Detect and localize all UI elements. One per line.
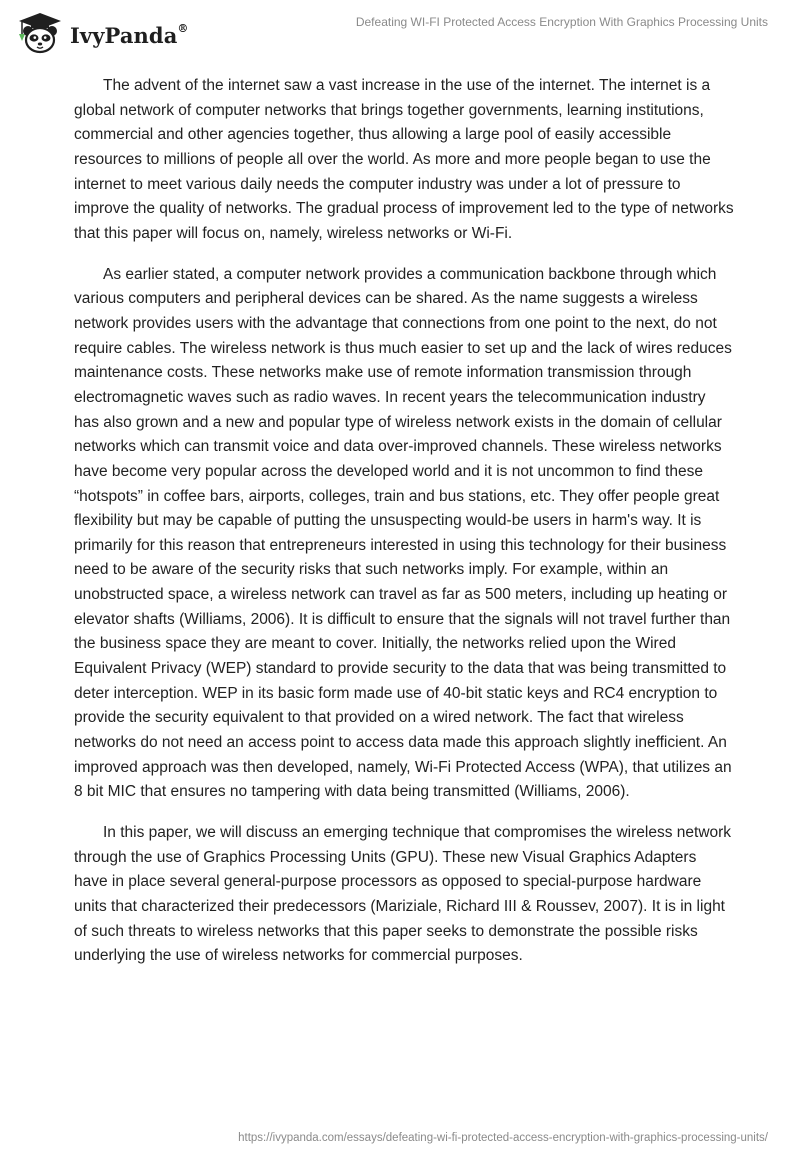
source-url[interactable]: https://ivypanda.com/essays/defeating-wi-fi-protected-access-encryption-with-graphics-processing-units/ (238, 1132, 768, 1144)
page-header (0, 0, 800, 70)
essay-body (74, 74, 734, 985)
paragraph-3: In this paper, we will discuss an emerging technique that compromises the wireless network through the use of Graphics Processing Units (GPU). These new Visual Graphics Adapters have in place several general-purpose processors as opposed to special-purpose hardware units that characterized their predecessors (Mariziale, Richard III & Roussev, 2007). It is in light of such threats to wireless networks that this paper seeks to demonstrate the possible risks underlying the use of wireless networks for commercial purposes. (74, 824, 732, 965)
paragraph-2: As earlier stated, a computer network provides a communication backbone through which various computers and peripheral devices can be shared. As the name suggests a wireless network provides users with the advantage that connections from one point to the next, do not require cables. The wireless network is thus much easier to set up and the lack of wires reduces maintenance costs. These networks make use of remote information transmission through electromagnetic waves such as radio waves. In recent years the telecommunication industry has also grown and a new and popular type of wireless network exists in the domain of cellular networks which can transmit voice and data over-improved channels. These wireless networks have become very popular across the developed world and it is not uncommon to find these “hotspots” in coffee bars, airports, colleges, train and bus stations, etc. They offer people great flexibility but may be capable of putting the unsuspecting would-be users in harm's way. It is primarily for this reason that entrepreneurs interested in using this technology for their business need to be aware of the security risks that such networks imply. For example, within an unobstructed space, a wireless network can travel as far as 500 meters, including up heating or elevator shafts (Williams, 2006). It is difficult to ensure that the signals will not travel further than the business space they are meant to cover. Initially, the networks relied upon the Wired Equivalent Privacy (WEP) standard to provide security to the data that was being transmitted to deter interception. WEP in its basic form made use of 40-bit static keys and RC4 encryption to provide the security equivalent to that provided on a wired network. The fact that wireless networks do not need an access point to access data made this approach slightly inefficient. An improved approach was then developed, namely, Wi-Fi Protected Access (WPA), that utilizes an 8 bit MIC that ensures no tampering with data being transmitted (Williams, 2006). (74, 265, 732, 801)
paragraph-1: The advent of the internet saw a vast increase in the use of the internet. The internet is a global network of computer networks that brings together governments, learning institutions, commercial and other agencies together, thus allowing a large pool of easily accessible resources to millions of people all over the world. As more and more people began to use the internet to meet various daily needs the computer industry was under a lot of pressure to improve the quality of networks. The gradual process of improvement led to the type of networks that this paper will focus on, namely, wireless networks or Wi-Fi. (74, 77, 734, 242)
ivypanda-logo[interactable] (14, 10, 189, 56)
panda-logo-icon (14, 10, 66, 56)
logo-wordmark: IvyPanda® (70, 21, 189, 48)
document-title: Defeating WI-FI Protected Access Encryption With Graphics Processing Units (355, 15, 768, 29)
